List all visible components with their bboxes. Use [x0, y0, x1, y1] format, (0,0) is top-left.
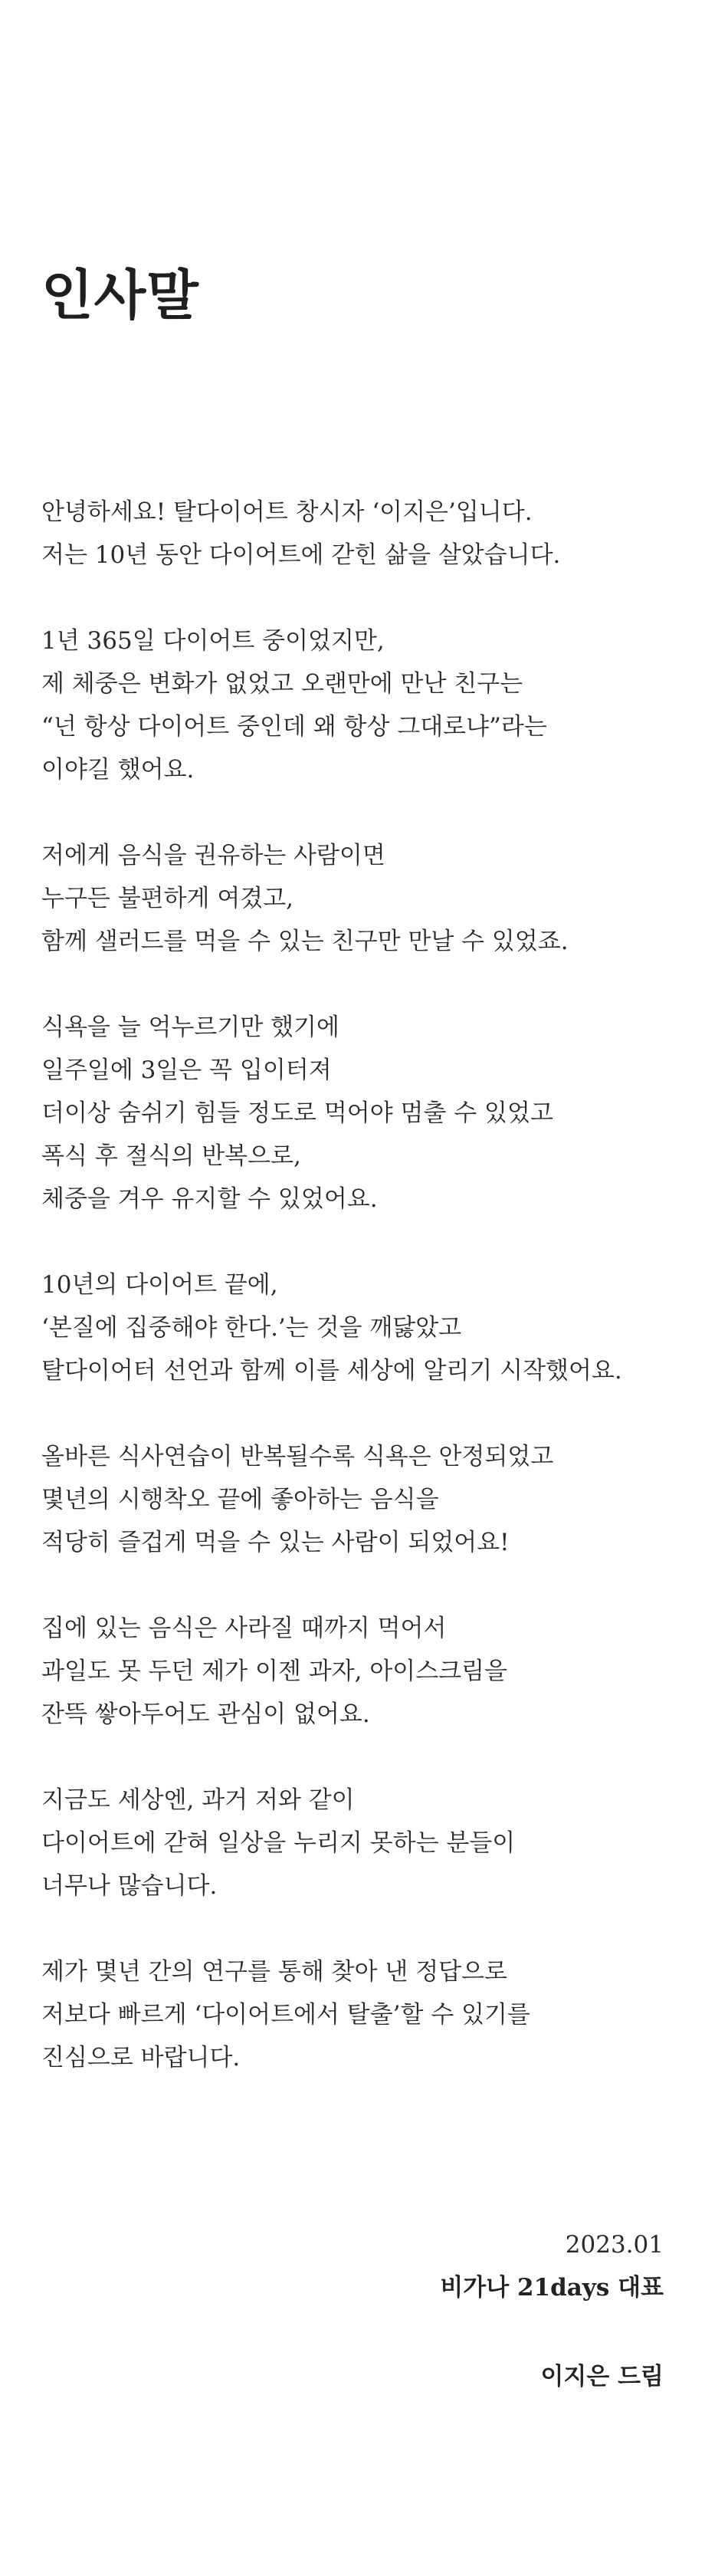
letter-line: 몇년의 시행착오 끝에 좋아하는 음식을: [41, 1486, 439, 1513]
author-role: 비가나 21days 대표: [440, 2274, 664, 2302]
letter-line: 진심으로 바랍니다.: [41, 2044, 241, 2072]
letter-line: 너무나 많습니다.: [41, 1872, 218, 1900]
letter-line: 다이어트에 갇혀 일상을 누리지 못하는 분들이: [41, 1829, 516, 1857]
letter-line: 제가 몇년 간의 연구를 통해 찾아 낸 정답으로: [41, 1958, 508, 1986]
letter-line: “넌 항상 다이어트 중인데 왜 항상 그대로냐”라는: [41, 713, 547, 741]
letter-line: 1년 365일 다이어트 중이었지만,: [41, 627, 385, 655]
page-title: 인사말: [41, 264, 199, 327]
letter-line: 집에 있는 음식은 사라질 때까지 먹어서: [41, 1615, 447, 1642]
letter-line: 잔뜩 쌓아두어도 관심이 없어요.: [41, 1700, 370, 1728]
letter-line: 이야길 했어요.: [41, 756, 195, 784]
letter-body: [41, 491, 685, 2122]
letter-line: 지금도 세상엔, 과거 저와 같이: [41, 1786, 355, 1814]
letter-line: 저보다 빠르게 ‘다이어트에서 탈출’할 수 있기를: [41, 2001, 530, 2029]
letter-line: 함께 샐러드를 먹을 수 있는 친구만 만날 수 있었죠.: [41, 928, 569, 955]
letter-line: 10년의 다이어트 끝에,: [41, 1271, 278, 1299]
letter-paragraph: [41, 1435, 685, 1564]
letter-line: 제 체중은 변화가 없었고 오랜만에 만난 친구는: [41, 670, 523, 698]
letter-line: 안녕하세요! 탈다이어트 창시자 ‘이지은’입니다.: [41, 498, 533, 526]
letter-line: 올바른 식사연습이 반복될수록 식욕은 안정되었고: [41, 1443, 554, 1470]
letter-paragraph: [41, 1779, 685, 1907]
letter-paragraph: [41, 491, 685, 577]
letter-line: 저에게 음식을 권유하는 사람이면: [41, 842, 385, 869]
letter-paragraph: [41, 619, 685, 791]
letter-line: 저는 10년 동안 다이어트에 갇힌 삶을 살았습니다.: [41, 541, 561, 569]
letter-line: 더이상 숨쉬기 힘들 정도로 먹어야 멈출 수 있었고: [41, 1099, 553, 1127]
letter-line: 식욕을 늘 억누르기만 했기에: [41, 1014, 339, 1041]
letter-paragraph: [41, 1607, 685, 1736]
letter-line: 폭식 후 절식의 반복으로,: [41, 1142, 301, 1170]
letter-line: 탈다이어터 선언과 함께 이를 세상에 알리기 시작했어요.: [41, 1357, 622, 1385]
letter-paragraph: [41, 834, 685, 963]
letter-line: 체중을 겨우 유지할 수 있었어요.: [41, 1185, 378, 1213]
letter-paragraph: [41, 1950, 685, 2079]
letter-line: 과일도 못 두던 제가 이젠 과자, 아이스크림을: [41, 1658, 508, 1685]
letter-line: 적당히 즐겁게 먹을 수 있는 사람이 되었어요!: [41, 1529, 510, 1556]
letter-paragraph: [41, 1006, 685, 1221]
letter-paragraph: [41, 1263, 685, 1392]
letter-date: 2023.01: [565, 2231, 664, 2259]
letter-line: 누구든 불편하게 여겼고,: [41, 885, 294, 912]
author-signature: 이지은 드림: [540, 2363, 664, 2390]
letter-line: ‘본질에 집중해야 한다.’는 것을 깨닳았고: [41, 1314, 462, 1342]
closing-block: [440, 2223, 664, 2398]
letter-line: 일주일에 3일은 꼭 입이터져: [41, 1056, 332, 1084]
